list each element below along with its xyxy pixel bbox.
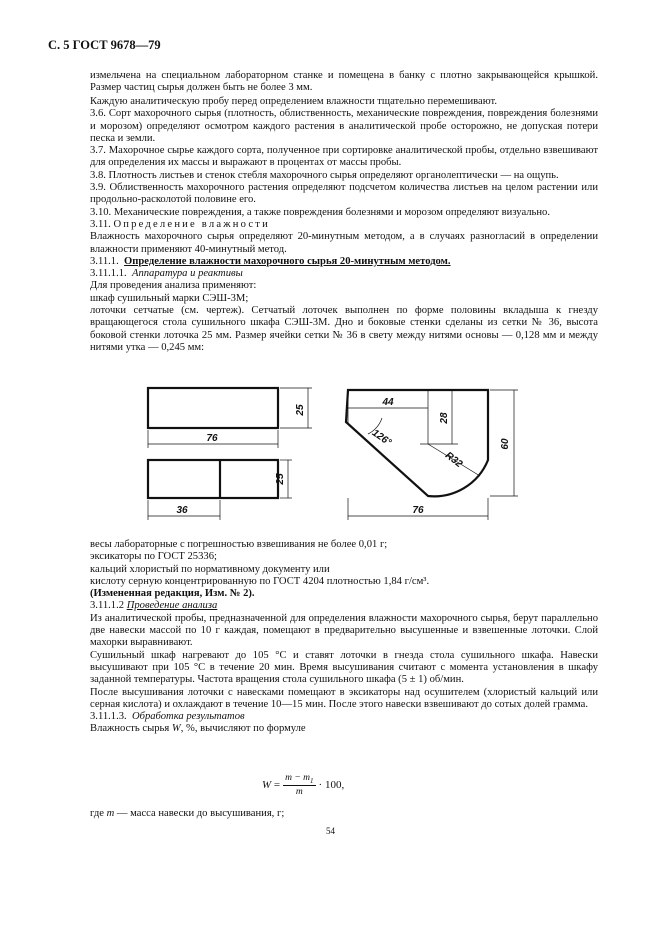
- paragraph: кальций хлористый по нормативному документу или: [90, 563, 330, 575]
- paragraph: Влажность махорочного сырья определяют 20-минутным методом, а в случаях разногласий в определении влажности применяют 40-минутный метод.: [90, 231, 598, 255]
- paragraph: После высушивания лоточки с навесками помещают в эксикаторы над осушителем (хлористый кальций или серная кислота) и охлаждают в течение 10—15 мин. После этого навески взвешивают до сотых долей грамма.: [90, 686, 598, 710]
- dim-plan-76: 76: [412, 505, 424, 516]
- section-heading: 3.11. Определение влажности: [90, 218, 271, 230]
- subsection-heading: 3.11.1.3. Обработка результатов: [90, 711, 245, 723]
- paragraph: Каждую аналитическую пробу перед определением влажности тщательно перемешивают.: [90, 96, 497, 107]
- paragraph: 3.7. Махорочное сырье каждого сорта, полученное при сортировке аналитической пробы, отдельно взвешивают для определения их массы и выражают в процентах от массы пробы.: [90, 145, 598, 169]
- dim-bottom-width: 36: [176, 505, 188, 516]
- paragraph: Для проведения анализа применяют:: [90, 280, 257, 292]
- paragraph: 3.6. Сорт махорочного сырья (плотность, облиственность, механические повреждения, повреждения болезнями и морозом) определяют осмотром каждого растения в аналитической пробе осторожно, не допуская потери песка и земли.: [90, 108, 598, 144]
- paragraph: 3.9. Облиственность махорочного растения определяют подсчетом количества листьев на целом растении или продольно-расколотой половине его.: [90, 182, 598, 206]
- dim-top-width: 76: [206, 433, 218, 444]
- text-block-2: [90, 539, 598, 736]
- moisture-formula: W = $\frac{m - m_1}{m}$ · 100,: [262, 773, 345, 797]
- paragraph: весы лабораторные с погрешностью взвешивания не более 0,01 г;: [90, 539, 388, 550]
- dim-top-height: 25: [295, 404, 306, 416]
- paragraph: Из аналитической пробы, предназначенной для определения влажности махорочного сырья, берут параллельно две навески массой по 10 г каждая, помещают в предварительно высушенные и взвешенные лоточки. Слой махорки выравнивают.: [90, 612, 598, 649]
- dim-bottom-height: 25: [275, 473, 286, 485]
- paragraph: 3.10. Механические повреждения, а также повреждения болезнями и морозом определяют визуально.: [90, 206, 550, 218]
- tray-drawing: [140, 378, 520, 528]
- paragraph: шкаф сушильный марки СЭШ-3М;: [90, 292, 249, 304]
- side-view-bottom: [148, 460, 292, 520]
- text-block-1b: [90, 96, 598, 354]
- subsection-heading: 3.11.1. Определение влажности махорочного сырья 20-минутным методом.: [90, 255, 451, 267]
- paragraph: 3.8. Плотность листьев и стенок стебля махорочного сырья определяют органолептически — на ощупь.: [90, 169, 559, 181]
- paragraph: Сушильный шкаф нагревают до 105 °С и ставят лоточки в гнезда стола сушильного шкафа. Навески высушивают при 105 °С в течение 20 мин. Время высушивания считают с момента установления в шкафу заданной температуры. Частота вращения стола сушильного шкафа (5 ± 1) об/мин.: [90, 649, 598, 686]
- paragraph: измельчена на специальном лабораторном станке и помещена в банку с плотно закрывающейся крышкой. Размер частиц сырья должен быть не более 3 мм.: [90, 70, 598, 94]
- dim-plan-44: 44: [382, 397, 394, 408]
- dim-plan-60: 60: [500, 438, 511, 450]
- paragraph: эксикаторы по ГОСТ 25336;: [90, 551, 217, 563]
- dim-plan-28: 28: [439, 412, 450, 424]
- paragraph: Влажность сырья W, %, вычисляют по формуле: [90, 723, 306, 735]
- plan-view: [346, 390, 518, 520]
- paragraph: кислоту серную концентрированную по ГОСТ 4204 плотностью 1,84 г/см³.: [90, 575, 430, 587]
- paragraph: лоточки сетчатые (см. чертеж). Сетчатый лоточек выполнен по форме половины вкладыша к гнезду вращающегося стола сушильного шкафа СЭШ-3М. Дно и боковые стенки сделаны из сетки № 36, высота боковой стенки лоточка 25 мм. Размер ячейки сетки № 36 в свету между нитями основы — 0,128 мм и между нитями утка — 0,245 мм:: [90, 305, 598, 353]
- side-view-top: [148, 388, 312, 448]
- formula-fraction: $\frac{m - m_1}{m}$: [285, 773, 314, 797]
- subsection-heading: 3.11.1.1. Аппаратура и реактивы: [90, 268, 243, 280]
- subsection-heading: 3.11.1.2 Проведение анализа: [90, 600, 218, 612]
- dim-plan-angle: 126°: [369, 427, 394, 449]
- edition-note: (Измененная редакция, Изм. № 2).: [90, 588, 255, 600]
- page-number: 54: [326, 826, 335, 836]
- page-header: С. 5 ГОСТ 9678—79: [48, 38, 161, 52]
- where-line: где m — масса навески до высушивания, г;: [90, 808, 285, 819]
- dim-plan-radius: R32: [442, 450, 465, 471]
